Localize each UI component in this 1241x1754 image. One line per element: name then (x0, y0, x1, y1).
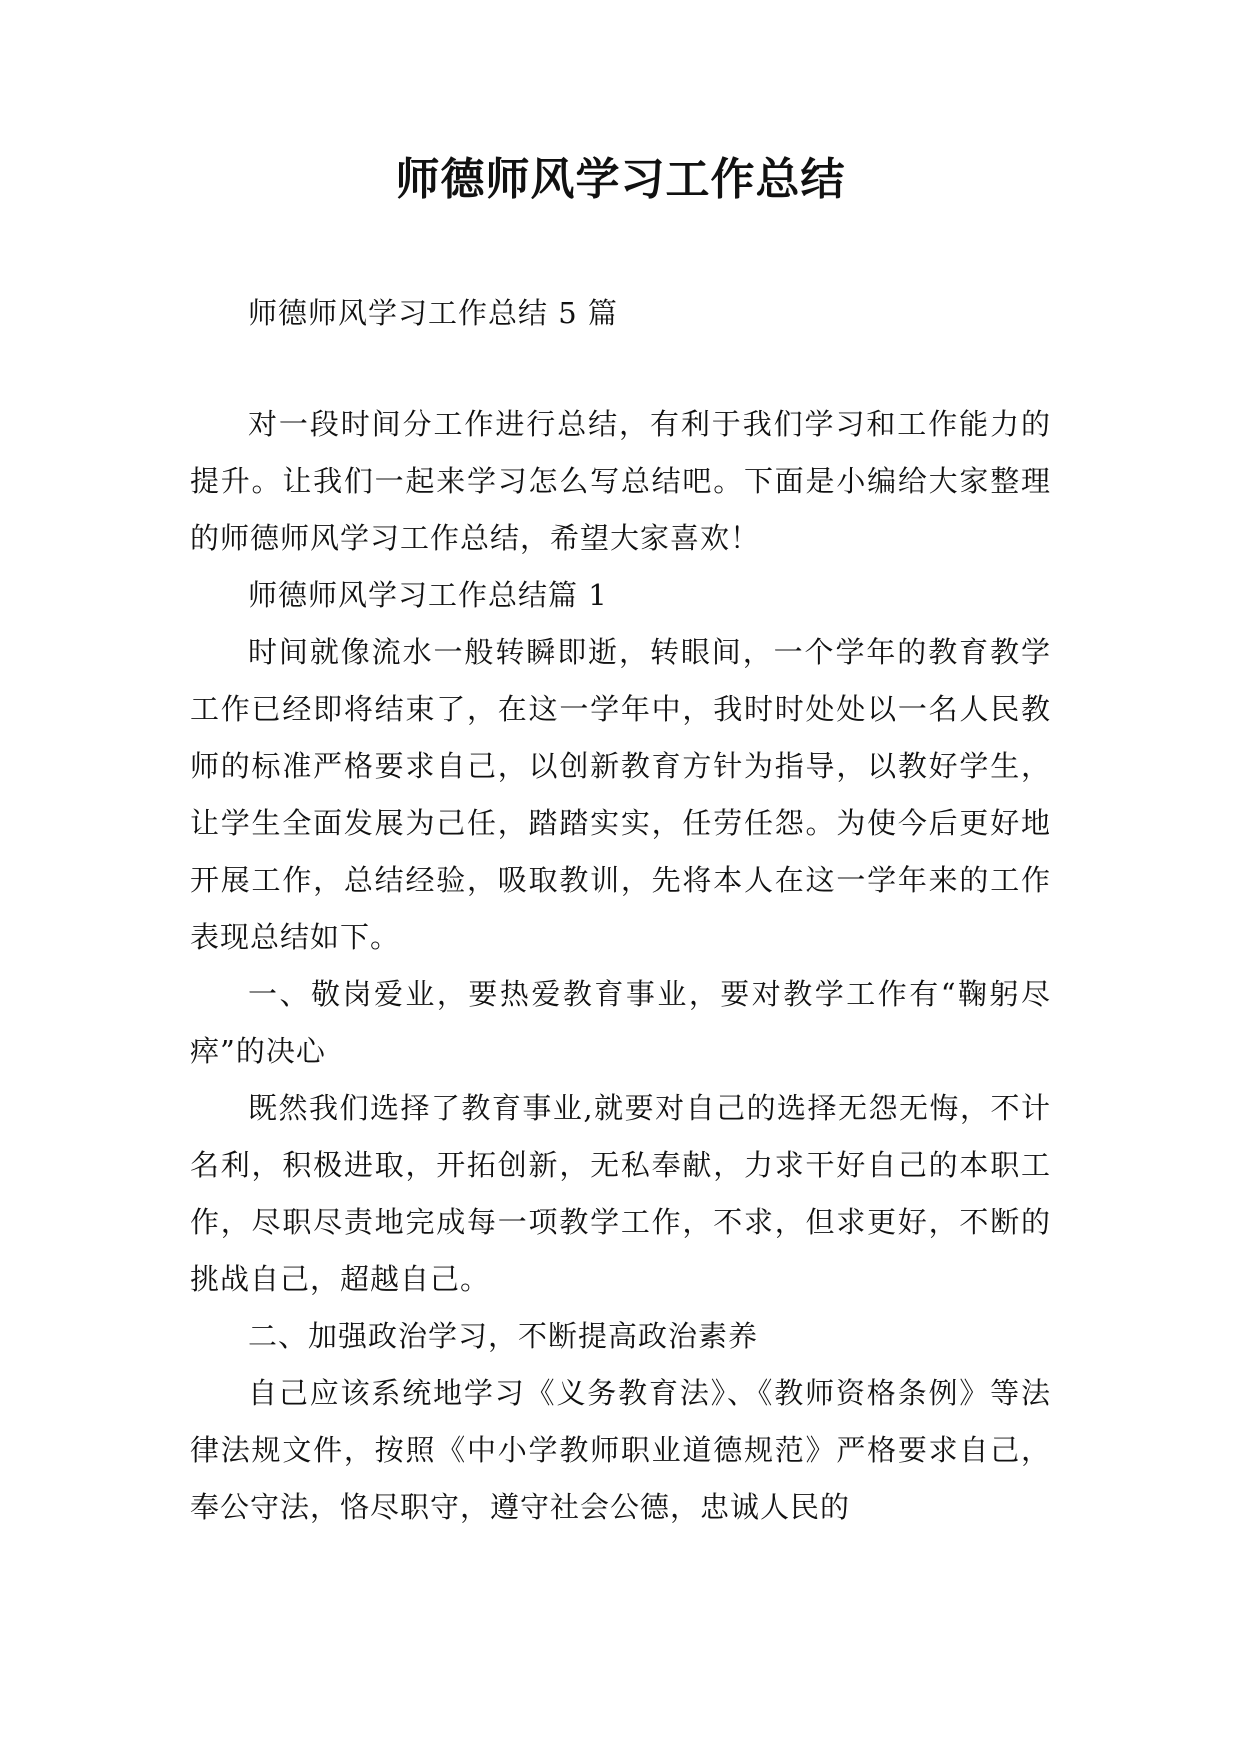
body-paragraph: 自己应该系统地学习《义务教育法》、《教师资格条例》等法律法规文件，按照《中小学教师职业道德规范》严格要求自己，奉公守法，恪尽职守，遵守社会公德，忠诚人民的 (190, 1376, 1051, 1524)
document-body (190, 285, 1051, 1536)
document-title: 师德师风学习工作总结 (395, 154, 846, 205)
body-paragraph: 既然我们选择了教育事业,就要对自己的选择无怨无悔，不计名利，积极进取，开拓创新，无私奉献，力求干好自己的本职工作，尽职尽责地完成每一项教学工作，不求，但求更好，不断的挑战自己，超越自己。 (190, 1091, 1051, 1296)
section-heading-two: 二、加强政治学习，不断提高政治素养 (248, 1319, 759, 1353)
document-subtitle: 师德师风学习工作总结 5 篇 (248, 296, 618, 330)
intro-paragraph: 对一段时间分工作进行总结，有利于我们学习和工作能力的提升。让我们一起来学习怎么写总结吧。下面是小编给大家整理的师德师风学习工作总结，希望大家喜欢！ (190, 407, 1051, 555)
section-heading-one: 一、敬岗爱业，要热爱教育事业，要对教学工作有“鞠躬尽瘁”的决心 (190, 977, 1051, 1068)
body-paragraph: 时间就像流水一般转瞬即逝，转眼间，一个学年的教育教学工作已经即将结束了，在这一学年中，我时时处处以一名人民教师的标准严格要求自己，以创新教育方针为指导，以教好学生，让学生全面发展为己任，踏踏实实，任劳任怨。为使今后更好地开展工作，总结经验，吸取教训，先将本人在这一学年来的工作表现总结如下。 (190, 635, 1051, 954)
section-heading-part-1: 师德师风学习工作总结篇 1 (248, 578, 608, 612)
